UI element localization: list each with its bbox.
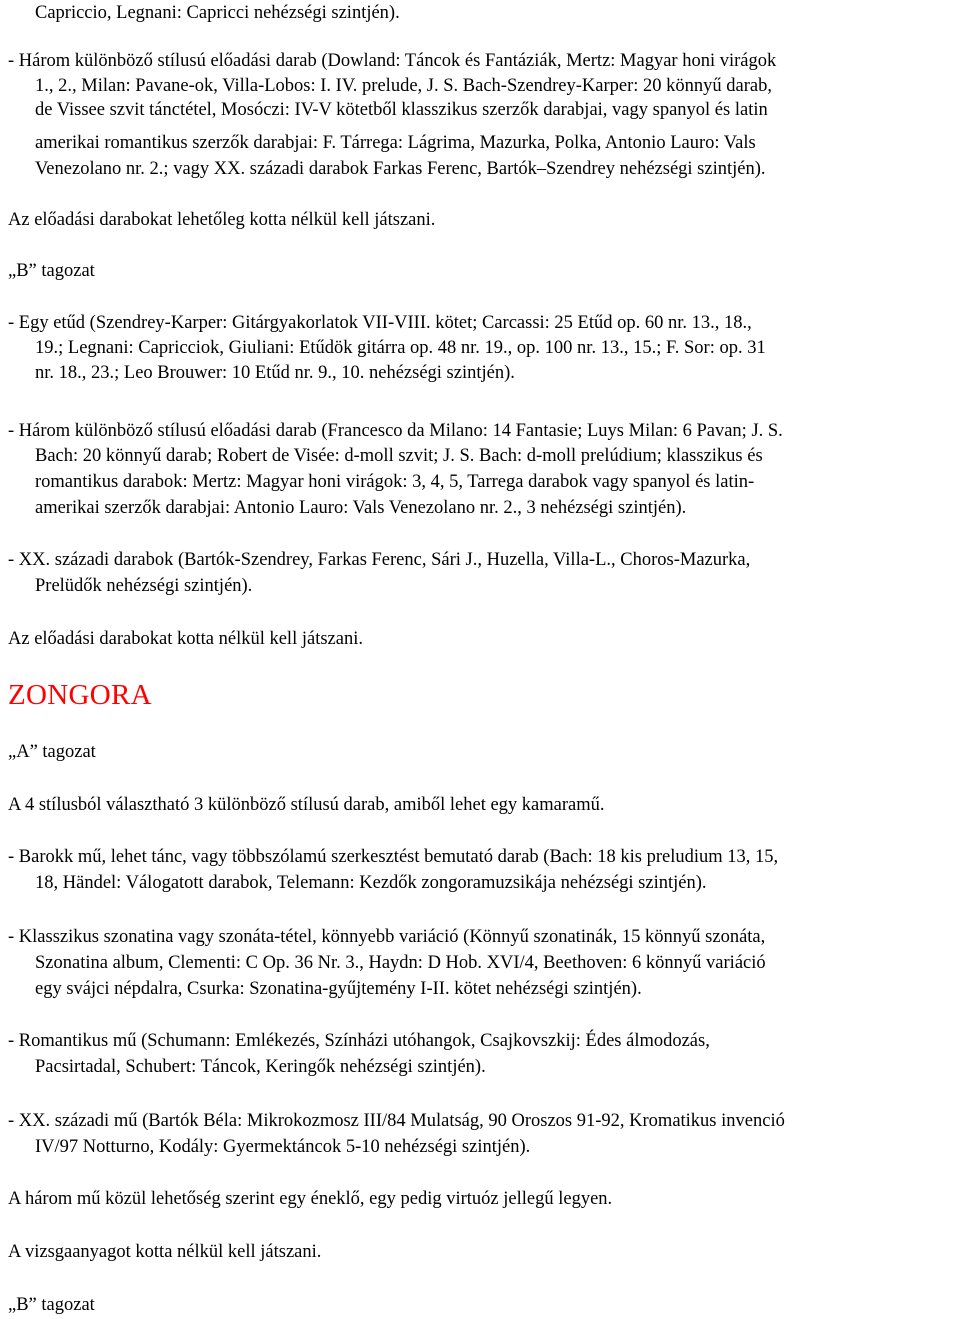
text-line: 1., 2., Milan: Pavane-ok, Villa-Lobos: I. IV. prelude, J. S. Bach-Szendrey-Karper: 20 könnyű darab,	[35, 76, 773, 96]
text-line: nr. 18., 23.; Leo Brouwer: 10 Etűd nr. 9., 10. nehézségi szintjén).	[35, 363, 515, 383]
section-label-b: „B” tagozat	[8, 261, 95, 281]
text-line: IV/97 Notturno, Kodály: Gyermektáncok 5-10 nehézségi szintjén).	[35, 1137, 531, 1157]
text-line: egy svájci népdalra, Csurka: Szonatina-gyűjtemény I-II. kötet nehézségi szintjén).	[35, 979, 642, 999]
paragraph-note: Az előadási darabokat kotta nélkül kell játszani.	[8, 629, 363, 649]
text-line: Pacsirtadal, Schubert: Táncok, Keringők nehézségi szintjén).	[35, 1057, 486, 1077]
text-line: - XX. századi mű (Bartók Béla: Mikrokozmosz III/84 Mulatság, 90 Oroszos 91-92, Kromatikus invenció	[8, 1111, 785, 1131]
text-line: amerikai szerzők darabjai: Antonio Lauro: Vals Venezolano nr. 2., 3 nehézségi szintjén).	[35, 498, 687, 518]
text-line: de Vissee szvit tánctétel, Mosóczi: IV-V kötetből klasszikus szerzők darabjai, vagy spanyol és latin	[35, 100, 768, 120]
text-line: A 4 stílusból választható 3 különböző stílusú darab, amiből lehet egy kamaramű.	[8, 795, 605, 815]
text-line: romantikus darabok: Mertz: Magyar honi virágok: 3, 4, 5, Tarrega darabok vagy spanyol és latin-	[35, 472, 755, 492]
text-line: amerikai romantikus szerzők darabjai: F. Tárrega: Lágrima, Mazurka, Polka, Antonio Lauro: Vals	[35, 133, 756, 153]
section-label-b: „B” tagozat	[8, 1295, 95, 1315]
text-line: - Három különböző stílusú előadási darab (Dowland: Táncok és Fantáziák, Mertz: Magyar honi virágok	[8, 51, 777, 71]
section-heading-zongora: ZONGORA	[8, 679, 152, 711]
text-line: Venezolano nr. 2.; vagy XX. századi darabok Farkas Ferenc, Bartók–Szendrey nehézségi szintjén).	[35, 159, 766, 179]
text-line: - XX. századi darabok (Bartók-Szendrey, Farkas Ferenc, Sári J., Huzella, Villa-L., Choros-Mazurka,	[8, 550, 751, 570]
text-line: 19.; Legnani: Capricciok, Giuliani: Etűdök gitárra op. 48 nr. 19., op. 100 nr. 13., 15.; F. Sor: op. 31	[35, 338, 766, 358]
section-label-a: „A” tagozat	[8, 742, 96, 762]
text-line: Capriccio, Legnani: Capricci nehézségi szintjén).	[35, 3, 400, 23]
paragraph-note: A vizsgaanyagot kotta nélkül kell játszani.	[8, 1242, 322, 1262]
text-line: 18, Händel: Válogatott darabok, Telemann: Kezdők zongoramuzsikája nehézségi szintjén).	[35, 873, 707, 893]
text-line: - Klasszikus szonatina vagy szonáta-tétel, könnyebb variáció (Könnyű szonatinák, 15 könnyű szonáta,	[8, 927, 766, 947]
text-line: Prelüdők nehézségi szintjén).	[35, 576, 253, 596]
paragraph-note: A három mű közül lehetőség szerint egy éneklő, egy pedig virtuóz jellegű legyen.	[8, 1189, 613, 1209]
paragraph-note: Az előadási darabokat lehetőleg kotta nélkül kell játszani.	[8, 210, 436, 230]
text-line: Szonatina album, Clementi: C Op. 36 Nr. 3., Haydn: D Hob. XVI/4, Beethoven: 6 könnyű variáció	[35, 953, 766, 973]
text-line: - Romantikus mű (Schumann: Emlékezés, Színházi utóhangok, Csajkovszkij: Édes álmodozás,	[8, 1031, 710, 1051]
text-line: - Három különböző stílusú előadási darab (Francesco da Milano: 14 Fantasie; Luys Milan: 6 Pavan; J. S.	[8, 421, 783, 441]
text-line: - Barokk mű, lehet tánc, vagy többszólamú szerkesztést bemutató darab (Bach: 18 kis preludium 13, 15,	[8, 847, 779, 867]
text-line: - Egy etűd (Szendrey-Karper: Gitárgyakorlatok VII-VIII. kötet; Carcassi: 25 Etűd op. 60 nr. 13., 18.,	[8, 313, 752, 333]
text-line: Bach: 20 könnyű darab; Robert de Visée: d-moll szvit; J. S. Bach: d-moll prelúdium; klasszikus és	[35, 446, 763, 466]
